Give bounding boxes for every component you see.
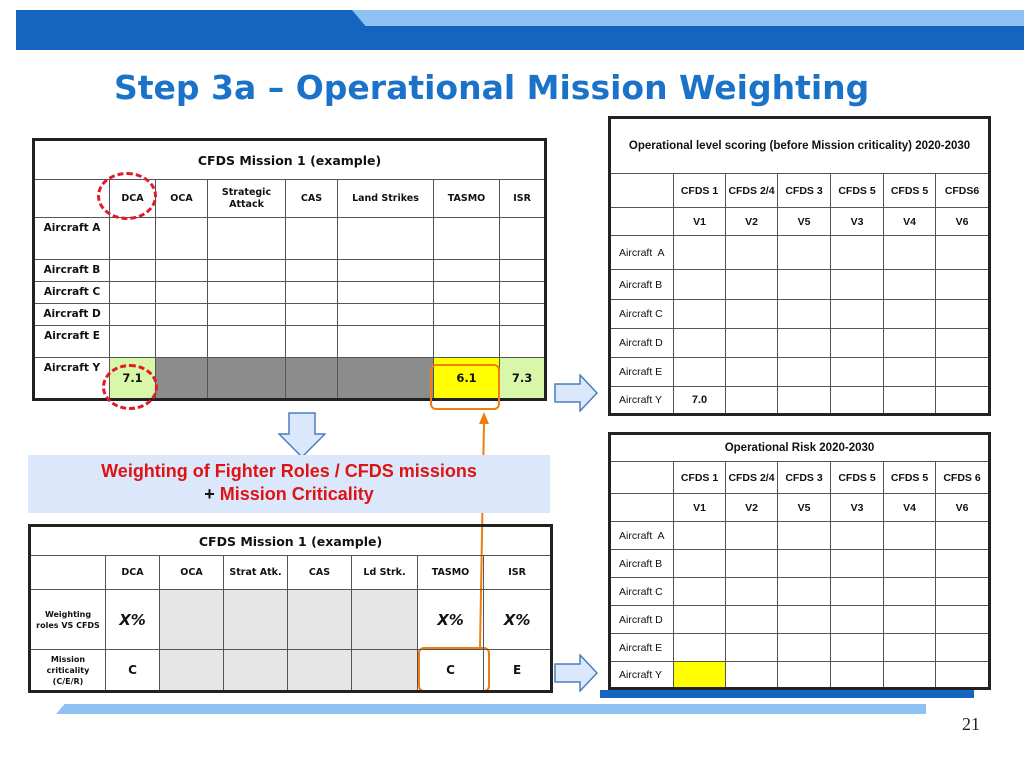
op_risk-row bbox=[610, 550, 990, 578]
op_risk-value-cell bbox=[831, 522, 884, 550]
mission-value-cell bbox=[110, 326, 156, 358]
op_scoring-value-cell bbox=[778, 236, 831, 270]
bottom-band-light bbox=[56, 704, 926, 714]
weighting-value-cell: X% bbox=[484, 590, 552, 650]
mission-value-cell bbox=[110, 304, 156, 326]
op_scoring-value-cell bbox=[884, 329, 936, 358]
op_risk-value-cell bbox=[726, 662, 778, 689]
op_scoring-value-cell bbox=[778, 329, 831, 358]
op_scoring-value-cell bbox=[778, 387, 831, 415]
op_scoring-value-cell bbox=[884, 236, 936, 270]
op_scoring-value-cell bbox=[674, 236, 726, 270]
banner-plus: + bbox=[204, 484, 215, 504]
mission-col-header: OCA bbox=[156, 180, 208, 218]
op_risk-sub-corner bbox=[610, 494, 674, 522]
row-label: Aircraft Y bbox=[610, 387, 674, 415]
op_risk-col-header: CFDS 5 bbox=[884, 462, 936, 494]
mission-value-cell bbox=[338, 260, 434, 282]
op_scoring-value-cell bbox=[936, 358, 990, 387]
op_risk-row bbox=[610, 522, 990, 550]
op_scoring-row bbox=[610, 300, 990, 329]
weighting-value-cell bbox=[288, 650, 352, 692]
banner-line-1: Weighting of Fighter Roles / CFDS missions bbox=[101, 461, 477, 481]
op_scoring-value-cell bbox=[831, 329, 884, 358]
mission-value-cell bbox=[286, 304, 338, 326]
weighting-value-cell bbox=[224, 650, 288, 692]
op_risk-row bbox=[610, 578, 990, 606]
row-label: Aircraft D bbox=[610, 606, 674, 634]
op_scoring-value-cell bbox=[936, 300, 990, 329]
op_risk-value-cell bbox=[726, 606, 778, 634]
weighting-col-header: DCA bbox=[106, 556, 160, 590]
mission-value-cell bbox=[500, 326, 546, 358]
mission-col-header: ISR bbox=[500, 180, 546, 218]
weighting-col-header: TASMO bbox=[418, 556, 484, 590]
weighting-value-cell bbox=[288, 590, 352, 650]
right-arrow-bottom bbox=[554, 654, 598, 692]
op_scoring-value-cell bbox=[936, 270, 990, 300]
op_risk-col-header: CFDS 3 bbox=[778, 462, 831, 494]
op_risk-value-cell bbox=[884, 522, 936, 550]
dca-value-ring bbox=[102, 364, 158, 410]
op_risk-value-cell bbox=[936, 606, 990, 634]
row-label: Aircraft B bbox=[610, 270, 674, 300]
mission-table-row bbox=[34, 218, 546, 260]
row-label: Aircraft A bbox=[610, 236, 674, 270]
op_risk-value-cell bbox=[778, 578, 831, 606]
weighting-col-header: ISR bbox=[484, 556, 552, 590]
op_risk-value-cell bbox=[674, 634, 726, 662]
row-label: Aircraft Y bbox=[610, 662, 674, 689]
mission-value-cell: 7.3 bbox=[500, 358, 546, 400]
op_scoring-value-cell bbox=[936, 387, 990, 415]
op_scoring-value-cell bbox=[726, 300, 778, 329]
weighting-value-cell: X% bbox=[418, 590, 484, 650]
op_risk-value-cell bbox=[674, 522, 726, 550]
op_risk-value-cell bbox=[778, 550, 831, 578]
mission-value-cell bbox=[208, 260, 286, 282]
mission-value-cell bbox=[208, 218, 286, 260]
op_scoring-row bbox=[610, 270, 990, 300]
row-label: Aircraft C bbox=[610, 300, 674, 329]
mission-col-header: Strategic Attack bbox=[208, 180, 286, 218]
weighting-col-header: Ld Strk. bbox=[352, 556, 418, 590]
row-label: Aircraft E bbox=[610, 358, 674, 387]
op-scoring-table bbox=[608, 116, 991, 416]
op_scoring-col-header: CFDS 2/4 bbox=[726, 174, 778, 208]
op_scoring-col-header: CFDS 5 bbox=[884, 174, 936, 208]
op_risk-subheader: V3 bbox=[831, 494, 884, 522]
op_scoring-subheader: V3 bbox=[831, 208, 884, 236]
weighting-value-cell bbox=[224, 590, 288, 650]
op_scoring-row bbox=[610, 387, 990, 415]
mission-table-row bbox=[34, 304, 546, 326]
banner-line-2 bbox=[28, 484, 550, 505]
weighting-table-title: CFDS Mission 1 (example) bbox=[30, 526, 552, 556]
mission-value-cell bbox=[500, 218, 546, 260]
op_scoring-row bbox=[610, 329, 990, 358]
mission-value-cell bbox=[338, 304, 434, 326]
mission-value-cell bbox=[208, 326, 286, 358]
weighting-value-cell: X% bbox=[106, 590, 160, 650]
mission-value-cell bbox=[338, 326, 434, 358]
mission-value-cell bbox=[110, 218, 156, 260]
op_scoring-row bbox=[610, 358, 990, 387]
op_scoring-sub-corner bbox=[610, 208, 674, 236]
op_scoring-value-cell bbox=[936, 236, 990, 270]
op_scoring-value-cell bbox=[831, 270, 884, 300]
op_risk-value-cell bbox=[674, 606, 726, 634]
op_scoring-subheader: V5 bbox=[778, 208, 831, 236]
row-label: Aircraft C bbox=[34, 282, 110, 304]
op_risk-value-cell bbox=[778, 522, 831, 550]
row-label: Aircraft A bbox=[610, 522, 674, 550]
row-label: Aircraft E bbox=[610, 634, 674, 662]
op_scoring-value-cell bbox=[884, 300, 936, 329]
op_scoring-value-cell bbox=[884, 387, 936, 415]
weighting-value-cell bbox=[352, 650, 418, 692]
op_scoring-subheader: V1 bbox=[674, 208, 726, 236]
op_risk-value-cell bbox=[936, 578, 990, 606]
banner-line-2-text: Mission Criticality bbox=[219, 484, 374, 504]
mission-col-header: Land Strikes bbox=[338, 180, 434, 218]
op_risk-value-cell bbox=[884, 578, 936, 606]
op_risk-value-cell bbox=[936, 662, 990, 689]
op_risk-value-cell bbox=[726, 550, 778, 578]
op_risk-subheader: V6 bbox=[936, 494, 990, 522]
op_risk-col-header: CFDS 6 bbox=[936, 462, 990, 494]
mission-value-cell bbox=[156, 358, 208, 400]
op_scoring-subheader: V6 bbox=[936, 208, 990, 236]
mission-col-header: TASMO bbox=[434, 180, 500, 218]
op_risk-value-cell bbox=[778, 606, 831, 634]
op_scoring-value-cell bbox=[884, 270, 936, 300]
op_risk-subheader: V2 bbox=[726, 494, 778, 522]
op_risk-col-header: CFDS 2/4 bbox=[726, 462, 778, 494]
mission-value-cell bbox=[156, 218, 208, 260]
op_risk-corner bbox=[610, 462, 674, 494]
op_risk-col-header: CFDS 5 bbox=[831, 462, 884, 494]
mission-value-cell bbox=[286, 358, 338, 400]
op_scoring-col-header: CFDS 5 bbox=[831, 174, 884, 208]
op_scoring-value-cell bbox=[778, 358, 831, 387]
mission-value-cell bbox=[434, 282, 500, 304]
weighting-banner bbox=[28, 455, 550, 513]
op_risk-value-cell bbox=[778, 662, 831, 689]
op_risk-subheader: V1 bbox=[674, 494, 726, 522]
weighting-table-corner bbox=[30, 556, 106, 590]
op_risk-subheader: V4 bbox=[884, 494, 936, 522]
op_scoring-value-cell bbox=[674, 329, 726, 358]
mission-col-header: CAS bbox=[286, 180, 338, 218]
op_scoring-col-header: CFDS 1 bbox=[674, 174, 726, 208]
weighting-value-cell: C bbox=[418, 650, 484, 692]
weighting-value-cell bbox=[160, 590, 224, 650]
op_scoring-value-cell bbox=[674, 358, 726, 387]
row-label: Aircraft Y bbox=[34, 358, 110, 400]
weighting-value-cell bbox=[352, 590, 418, 650]
op_risk-value-cell bbox=[674, 662, 726, 689]
weighting-col-header: CAS bbox=[288, 556, 352, 590]
op_scoring-value-cell bbox=[831, 358, 884, 387]
op_scoring-value-cell bbox=[674, 270, 726, 300]
op_risk-value-cell bbox=[936, 634, 990, 662]
mission-value-cell bbox=[286, 282, 338, 304]
mission-value-cell bbox=[434, 304, 500, 326]
op_risk-value-cell bbox=[884, 550, 936, 578]
mission-value-cell bbox=[110, 260, 156, 282]
op_risk-subheader: V5 bbox=[778, 494, 831, 522]
mission-value-cell bbox=[156, 326, 208, 358]
row-label: Aircraft B bbox=[34, 260, 110, 282]
op_scoring-value-cell bbox=[831, 387, 884, 415]
op_risk-row bbox=[610, 634, 990, 662]
op_scoring-value-cell bbox=[726, 387, 778, 415]
mission-table-row bbox=[34, 282, 546, 304]
mission-value-cell bbox=[286, 218, 338, 260]
mission-value-cell bbox=[156, 282, 208, 304]
row-label: Mission criticality (C/E/R) bbox=[30, 650, 106, 692]
weighting-value-cell: E bbox=[484, 650, 552, 692]
op_scoring-value-cell bbox=[674, 300, 726, 329]
mission-value-cell bbox=[156, 260, 208, 282]
op_scoring-value-cell bbox=[726, 329, 778, 358]
mission-value-cell bbox=[500, 282, 546, 304]
weighting-value-cell: C bbox=[106, 650, 160, 692]
op_risk-value-cell bbox=[726, 522, 778, 550]
weighting-table bbox=[28, 524, 553, 693]
op_risk-value-cell bbox=[726, 578, 778, 606]
mission-value-cell bbox=[208, 282, 286, 304]
mission-value-cell: 7.1 bbox=[110, 358, 156, 400]
op_scoring-corner bbox=[610, 174, 674, 208]
op_risk-value-cell bbox=[778, 634, 831, 662]
right-arrow-top bbox=[554, 374, 598, 412]
op_scoring-value-cell bbox=[884, 358, 936, 387]
page-title: Step 3a – Operational Mission Weighting bbox=[114, 68, 870, 107]
op_risk-value-cell bbox=[831, 634, 884, 662]
op_risk-value-cell bbox=[831, 578, 884, 606]
down-arrow bbox=[278, 412, 326, 458]
op_risk-value-cell bbox=[674, 550, 726, 578]
op_scoring-value-cell bbox=[726, 358, 778, 387]
tasmo-value-box bbox=[430, 364, 500, 410]
weighting-col-header: Strat Atk. bbox=[224, 556, 288, 590]
op_scoring-subheader: V4 bbox=[884, 208, 936, 236]
mission-value-cell bbox=[208, 358, 286, 400]
row-label: Aircraft A bbox=[34, 218, 110, 260]
dca-header-ring bbox=[97, 172, 157, 220]
op_risk-row bbox=[610, 606, 990, 634]
top-band-right bbox=[340, 26, 1024, 50]
weighting-value-cell bbox=[160, 650, 224, 692]
bottom-band-dark bbox=[600, 690, 974, 698]
mission-value-cell bbox=[286, 326, 338, 358]
row-label: Weighting roles VS CFDS bbox=[30, 590, 106, 650]
mission-table-row bbox=[34, 326, 546, 358]
row-label: Aircraft D bbox=[34, 304, 110, 326]
mission-value-cell bbox=[338, 218, 434, 260]
op_scoring-value-cell bbox=[778, 300, 831, 329]
op_risk-value-cell bbox=[936, 550, 990, 578]
mission-value-cell bbox=[338, 282, 434, 304]
op_risk-value-cell bbox=[831, 550, 884, 578]
op_scoring-subheader: V2 bbox=[726, 208, 778, 236]
op_scoring-value-cell bbox=[726, 270, 778, 300]
mission-table-title: CFDS Mission 1 (example) bbox=[34, 140, 546, 180]
op-risk-title: Operational Risk 2020-2030 bbox=[610, 434, 990, 462]
weighting-col-header: OCA bbox=[160, 556, 224, 590]
mission-col-header: DCA bbox=[110, 180, 156, 218]
op_scoring-col-header: CFDS 3 bbox=[778, 174, 831, 208]
mission-value-cell bbox=[434, 260, 500, 282]
op_risk-value-cell bbox=[884, 634, 936, 662]
op_risk-value-cell bbox=[936, 522, 990, 550]
mission-value-cell: 6.1 bbox=[434, 358, 500, 400]
page-number: 21 bbox=[962, 714, 980, 734]
op-scoring-title: Operational level scoring (before Mission criticality) 2020-2030 bbox=[610, 118, 990, 174]
weighting-table-row bbox=[30, 650, 552, 692]
mission-value-cell bbox=[110, 282, 156, 304]
op_risk-value-cell bbox=[884, 662, 936, 689]
op_scoring-value-cell bbox=[726, 236, 778, 270]
top-band-light bbox=[352, 10, 1024, 26]
mission-value-cell bbox=[338, 358, 434, 400]
weighting-table-row bbox=[30, 590, 552, 650]
row-label: Aircraft E bbox=[34, 326, 110, 358]
mission-value-cell bbox=[434, 326, 500, 358]
row-label: Aircraft B bbox=[610, 550, 674, 578]
op_risk-value-cell bbox=[726, 634, 778, 662]
mission-value-cell bbox=[156, 304, 208, 326]
row-label: Aircraft D bbox=[610, 329, 674, 358]
mission-value-cell bbox=[500, 260, 546, 282]
op_scoring-col-header: CFDS6 bbox=[936, 174, 990, 208]
op-risk-table bbox=[608, 432, 991, 690]
op_scoring-value-cell bbox=[831, 300, 884, 329]
op_scoring-value-cell bbox=[778, 270, 831, 300]
op_scoring-value-cell bbox=[831, 236, 884, 270]
op_scoring-row bbox=[610, 236, 990, 270]
mission-value-cell bbox=[434, 218, 500, 260]
op_risk-value-cell bbox=[831, 606, 884, 634]
mission-value-cell bbox=[286, 260, 338, 282]
mission-table-row bbox=[34, 260, 546, 282]
mission-value-cell bbox=[500, 304, 546, 326]
op_scoring-value-cell: 7.0 bbox=[674, 387, 726, 415]
mission-value-cell bbox=[208, 304, 286, 326]
op_risk-col-header: CFDS 1 bbox=[674, 462, 726, 494]
op_scoring-value-cell bbox=[936, 329, 990, 358]
op_risk-value-cell bbox=[884, 606, 936, 634]
row-label: Aircraft C bbox=[610, 578, 674, 606]
op_risk-value-cell bbox=[674, 578, 726, 606]
op_risk-value-cell bbox=[831, 662, 884, 689]
op_risk-row bbox=[610, 662, 990, 689]
